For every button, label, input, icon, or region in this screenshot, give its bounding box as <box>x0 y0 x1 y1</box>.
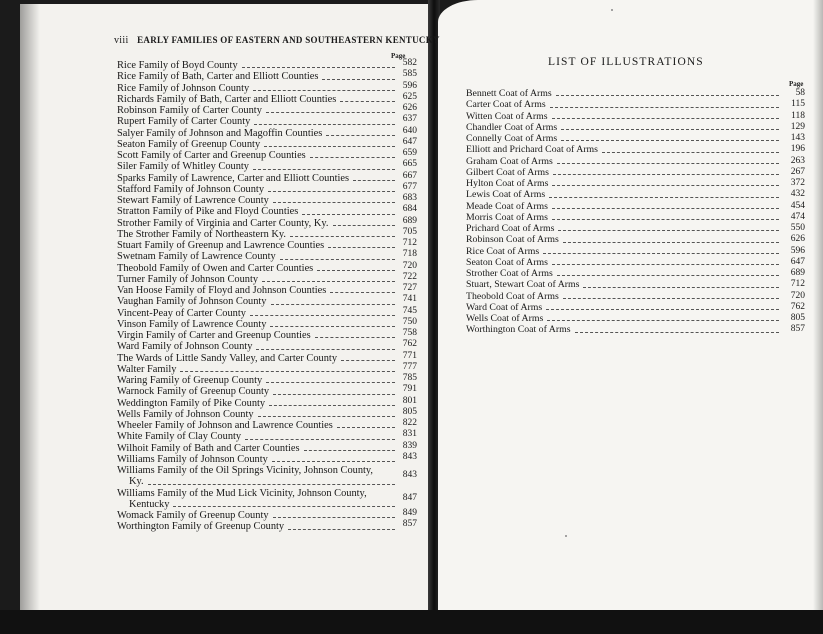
scan-bottom-border <box>0 610 823 634</box>
entry-page-number: 741 <box>402 294 417 305</box>
dot-leader <box>552 219 779 220</box>
dot-leader <box>558 230 779 231</box>
entry-page-number: 785 <box>402 373 417 383</box>
entry-page-number: 640 <box>402 125 417 136</box>
dot-leader <box>341 360 395 361</box>
entry-page-number: 454 <box>790 200 805 211</box>
dot-leader <box>549 197 779 198</box>
entry-page-number: 849 <box>402 508 417 518</box>
entry-title: Morris Coat of Arms <box>466 211 548 223</box>
entry-title: Rice Coat of Arms <box>466 245 540 257</box>
entry-page-number: 822 <box>402 418 417 428</box>
entry-page-number: 267 <box>790 166 805 177</box>
entry-title: Waring Family of Greenup County <box>117 375 263 386</box>
contents-entry <box>117 116 417 127</box>
illustration-entry <box>466 122 805 133</box>
dot-leader <box>353 180 395 181</box>
entry-page-number: 857 <box>790 324 805 335</box>
illustrations-list <box>466 88 805 336</box>
entry-title: Williams Family of the Oil Springs Vicinity, Johnson County, <box>117 465 374 476</box>
dot-leader <box>264 146 395 147</box>
contents-entry <box>117 240 417 251</box>
illustration-entry <box>466 178 805 189</box>
contents-list <box>117 60 417 533</box>
running-head-title: EARLY FAMILIES OF EASTERN AND SOUTHEASTERN KENTUCKY <box>137 35 440 45</box>
dot-leader <box>322 79 395 80</box>
entry-title: Theobold Coat of Arms <box>466 290 559 302</box>
entry-title: Scott Family of Carter and Greenup Counties <box>117 150 306 161</box>
contents-entry <box>117 341 417 352</box>
dot-leader <box>173 506 395 507</box>
contents-entry <box>117 150 417 161</box>
dot-leader <box>180 371 395 372</box>
entry-title: Carter Coat of Arms <box>466 99 546 111</box>
entry-page-number: 625 <box>402 91 417 102</box>
entry-page-number: 801 <box>402 395 417 406</box>
entry-title: Graham Coat of Arms <box>466 155 553 167</box>
entry-title: The Strother Family of Northeastern Ky. <box>117 228 286 240</box>
dot-leader <box>546 309 779 310</box>
entry-page-number: 58 <box>795 88 805 98</box>
entry-page-number: 689 <box>402 215 417 226</box>
entry-page-number: 831 <box>402 429 417 440</box>
entry-page-number: 762 <box>790 301 805 312</box>
right-page-edge-shadow <box>813 0 823 610</box>
entry-page-number: 659 <box>402 148 417 158</box>
entry-title: Virgin Family of Carter and Greenup Counties <box>117 330 311 341</box>
entry-title: Womack Family of Greenup County <box>117 510 269 521</box>
contents-entry <box>117 136 417 150</box>
dot-leader <box>253 169 395 170</box>
entry-page-number: 683 <box>402 193 417 203</box>
dot-leader <box>583 287 779 288</box>
entry-page-number: 432 <box>790 189 805 200</box>
entry-title: Swetnam Family of Lawrence County <box>117 251 276 263</box>
paper-speck <box>611 9 613 11</box>
dot-leader <box>561 129 779 130</box>
contents-entry <box>117 285 417 296</box>
dot-leader <box>547 320 779 321</box>
entry-title: Rupert Family of Carter County <box>117 116 251 128</box>
contents-entry <box>117 350 417 364</box>
illustration-entry <box>466 246 805 257</box>
dot-leader <box>242 67 395 68</box>
entry-title: Vinson Family of Lawrence County <box>117 318 267 330</box>
entry-title: Salyer Family of Johnson and Magoffin Counties <box>117 127 323 139</box>
dot-leader <box>543 253 779 254</box>
dot-leader <box>328 247 395 248</box>
entry-page-number: 647 <box>790 256 805 267</box>
entry-title: Rice Family of Bath, Carter and Elliott Counties <box>117 71 319 83</box>
illustration-entry <box>466 291 805 302</box>
entry-page-number: 771 <box>402 350 417 361</box>
entry-title: Robinson Coat of Arms <box>466 234 559 246</box>
entry-title: Theobold Family of Owen and Carter Counties <box>117 262 314 274</box>
entry-title: Hylton Coat of Arms <box>466 178 549 189</box>
entry-title: Richards Family of Bath, Carter and Elliott Counties <box>117 93 337 105</box>
dot-leader <box>269 405 395 406</box>
contents-entry <box>117 510 417 521</box>
entry-title: Strother Family of Virginia and Carter County, Ky. <box>117 217 329 229</box>
entry-page-number: 843 <box>402 451 417 462</box>
entry-page-number: 805 <box>402 406 417 417</box>
dot-leader <box>290 236 395 237</box>
illustration-entry <box>466 88 805 99</box>
entry-title: Worthington Coat of Arms <box>466 324 571 336</box>
entry-page-number: 626 <box>402 103 417 113</box>
dot-leader <box>552 185 779 186</box>
entry-title: Seaton Coat of Arms <box>466 256 548 268</box>
entry-title: Vincent-Peay of Carter County <box>117 307 246 319</box>
entry-title: Weddington Family of Pike County <box>117 397 266 409</box>
entry-title: Witten Coat of Arms <box>466 110 548 122</box>
entry-page-number: 839 <box>402 440 417 451</box>
illustration-entry <box>466 99 805 110</box>
illustration-entry <box>466 279 805 290</box>
entry-title: Connelly Coat of Arms <box>466 133 558 144</box>
entry-title: Stafford Family of Johnson County <box>117 183 265 195</box>
entry-title: Ward Family of Johnson County <box>117 341 253 353</box>
entry-title: Chandler Coat of Arms <box>466 121 558 133</box>
entry-page-number: 758 <box>402 328 417 338</box>
entry-page-number: 720 <box>790 290 805 301</box>
dot-leader <box>552 208 779 209</box>
entry-page-number: 665 <box>402 159 417 170</box>
dot-leader <box>310 157 395 158</box>
entry-page-number: 596 <box>790 245 805 256</box>
entry-page-number: 263 <box>790 155 805 166</box>
illustration-entry <box>466 156 805 167</box>
entry-title: Worthington Family of Greenup County <box>117 521 285 533</box>
dot-leader <box>266 112 395 113</box>
dot-leader <box>326 135 395 136</box>
dot-leader <box>575 332 779 333</box>
contents-entry <box>117 181 417 195</box>
illustration-entry <box>466 302 805 313</box>
contents-entry <box>117 431 417 442</box>
contents-entry <box>117 361 417 375</box>
dot-leader <box>550 107 779 108</box>
entry-page-number: 626 <box>790 234 805 245</box>
entry-page-number: 722 <box>402 271 417 282</box>
entry-page-number: 847 <box>402 492 417 503</box>
dot-leader <box>273 202 395 203</box>
dot-leader <box>256 349 395 350</box>
entry-page-number: 857 <box>402 519 417 530</box>
entry-page-number: 115 <box>791 99 805 110</box>
contents-entry <box>117 488 417 511</box>
entry-title: Wheeler Family of Johnson and Lawrence Counties <box>117 420 333 431</box>
dot-leader <box>333 225 396 226</box>
contents-entry <box>117 91 417 105</box>
contents-entry <box>117 170 417 184</box>
entry-title-continued: Ky. <box>129 476 144 488</box>
dot-leader <box>337 427 395 428</box>
entry-page-number: 143 <box>790 133 805 143</box>
dot-leader <box>340 101 395 102</box>
entry-title: Sparks Family of Lawrence, Carter and Elliott Counties <box>117 172 350 184</box>
entry-page-number: 805 <box>790 313 805 323</box>
dot-leader <box>557 163 779 164</box>
entry-title: Lewis Coat of Arms <box>466 189 546 201</box>
entry-title: Turner Family of Johnson County <box>117 273 259 285</box>
illustration-entry <box>466 313 805 324</box>
entry-title: Stratton Family of Pike and Floyd Counties <box>117 206 299 218</box>
illustration-entry <box>466 144 805 155</box>
dot-leader <box>561 140 779 141</box>
contents-entry <box>117 226 417 240</box>
contents-entry <box>117 260 417 274</box>
contents-entry <box>117 125 417 139</box>
entry-title-continued: Kentucky <box>129 498 170 510</box>
contents-entry <box>117 406 417 420</box>
dot-leader <box>563 298 779 299</box>
paper-speck <box>565 535 567 537</box>
entry-page-number: 727 <box>402 283 417 293</box>
contents-entry <box>117 330 417 341</box>
entry-title: Williams Family of Johnson County <box>117 453 268 465</box>
dot-leader <box>563 242 779 243</box>
illustration-entry <box>466 268 805 279</box>
left-page-edge-shadow <box>20 4 40 610</box>
entry-page-number: 129 <box>790 121 805 132</box>
illustration-entry <box>466 223 805 234</box>
dot-leader <box>315 337 395 338</box>
dot-leader <box>553 174 779 175</box>
dot-leader <box>250 315 395 316</box>
contents-entry <box>117 105 417 116</box>
entry-title: The Wards of Little Sandy Valley, and Carter County <box>117 352 338 364</box>
entry-page-number: 582 <box>402 58 417 68</box>
page-column-label-right: Page <box>789 80 804 88</box>
entry-page-number: 750 <box>402 316 417 327</box>
entry-title: Williams Family of the Mud Lick Vicinity, Johnson County, <box>117 487 367 499</box>
entry-page-number: 550 <box>790 223 805 233</box>
entry-page-number: 689 <box>790 268 805 278</box>
entry-page-number: 712 <box>790 279 805 290</box>
dot-leader <box>266 382 395 383</box>
contents-entry <box>117 251 417 262</box>
entry-page-number: 718 <box>402 249 417 260</box>
entry-title: Stuart, Stewart Coat of Arms <box>466 279 580 291</box>
entry-page-number: 196 <box>790 144 805 155</box>
entry-page-number: 474 <box>790 211 805 222</box>
dot-leader <box>304 450 395 451</box>
contents-entry <box>117 375 417 386</box>
illustration-entry <box>466 234 805 245</box>
entry-page-number: 791 <box>402 384 417 395</box>
contents-entry <box>117 215 417 229</box>
contents-entry <box>117 206 417 217</box>
illustration-entry <box>466 167 805 178</box>
contents-entry <box>117 316 417 330</box>
entry-title: Walter Family <box>117 363 177 375</box>
entry-page-number: 637 <box>402 114 417 125</box>
dot-leader <box>302 214 395 215</box>
dot-leader <box>271 304 395 305</box>
dot-leader <box>254 124 395 125</box>
illustration-entry <box>466 257 805 268</box>
contents-entry <box>117 420 417 431</box>
entry-title: Seaton Family of Greenup County <box>117 138 261 150</box>
dot-leader <box>317 270 395 271</box>
entry-title: Stuart Family of Greenup and Lawrence Counties <box>117 240 325 251</box>
dot-leader <box>272 461 395 462</box>
entry-page-number: 745 <box>402 305 417 316</box>
dot-leader <box>330 292 395 293</box>
entry-title: Siler Family of Whitley County <box>117 161 249 173</box>
entry-title: White Family of Clay County <box>117 431 242 443</box>
entry-title: Rice Family of Johnson County <box>117 82 250 94</box>
entry-page-number: 647 <box>402 136 417 147</box>
entry-page-number: 118 <box>791 110 805 121</box>
dot-leader <box>258 416 395 417</box>
dot-leader <box>280 259 395 260</box>
contents-entry <box>117 465 417 488</box>
contents-entry <box>117 386 417 397</box>
entry-page-number: 684 <box>402 204 417 215</box>
dot-leader <box>557 275 779 276</box>
dot-leader <box>253 90 395 91</box>
illustration-entry <box>466 212 805 223</box>
entry-title: Elliott and Prichard Coat of Arms <box>466 144 598 156</box>
illustrations-heading: LIST OF ILLUSTRATIONS <box>548 56 704 68</box>
entry-title: Gilbert Coat of Arms <box>466 166 549 178</box>
dot-leader <box>262 281 395 282</box>
entry-page-number: 712 <box>402 238 417 248</box>
dot-leader <box>245 439 395 440</box>
entry-title: Bennett Coat of Arms <box>466 88 552 99</box>
illustration-entry <box>466 189 805 200</box>
contents-entry <box>117 195 417 206</box>
dot-leader <box>273 517 395 518</box>
page-folio: viii <box>114 35 129 46</box>
running-head <box>114 35 440 46</box>
illustration-entry <box>466 111 805 122</box>
entry-page-number: 677 <box>402 181 417 192</box>
page-column-label-left: Page <box>391 52 406 60</box>
entry-page-number: 843 <box>402 470 417 481</box>
entry-title: Van Hoose Family of Floyd and Johnson Counties <box>117 285 327 296</box>
entry-title: Rice Family of Boyd County <box>117 60 238 71</box>
entry-title: Robinson Family of Carter County <box>117 105 262 116</box>
illustration-entry <box>466 201 805 212</box>
dot-leader <box>552 118 779 119</box>
entry-page-number: 777 <box>402 361 417 372</box>
contents-entry <box>117 71 417 82</box>
contents-entry <box>117 440 417 454</box>
entry-page-number: 667 <box>402 170 417 181</box>
contents-entry <box>117 305 417 319</box>
entry-title: Ward Coat of Arms <box>466 301 543 313</box>
contents-entry <box>117 395 417 409</box>
dot-leader <box>270 326 395 327</box>
entry-page-number: 372 <box>790 178 805 188</box>
dot-leader <box>552 264 779 265</box>
dot-leader <box>148 484 395 485</box>
entry-title: Strother Coat of Arms <box>466 268 553 279</box>
illustration-entry <box>466 133 805 144</box>
entry-title: Meade Coat of Arms <box>466 200 548 212</box>
dot-leader <box>273 394 395 395</box>
contents-entry <box>117 60 417 71</box>
illustration-entry <box>466 324 805 335</box>
entry-page-number: 596 <box>402 80 417 91</box>
dot-leader <box>556 95 779 96</box>
entry-page-number: 705 <box>402 226 417 237</box>
dot-leader <box>288 529 395 530</box>
entry-page-number: 585 <box>402 69 417 80</box>
dot-leader <box>602 152 779 153</box>
entry-title: Wilhoit Family of Bath and Carter Counties <box>117 442 300 454</box>
entry-page-number: 762 <box>402 339 417 350</box>
contents-entry <box>117 451 417 465</box>
contents-entry <box>117 271 417 285</box>
contents-entry <box>117 161 417 172</box>
dot-leader <box>268 191 395 192</box>
entry-title: Wells Family of Johnson County <box>117 408 254 420</box>
entry-page-number: 720 <box>402 260 417 271</box>
contents-entry <box>117 521 417 532</box>
entry-title: Warnock Family of Greenup County <box>117 386 270 398</box>
entry-title: Wells Coat of Arms <box>466 313 544 324</box>
entry-title: Stewart Family of Lawrence County <box>117 195 269 206</box>
contents-entry <box>117 296 417 307</box>
entry-title: Vaughan Family of Johnson County <box>117 296 267 308</box>
entry-title: Prichard Coat of Arms <box>466 223 555 234</box>
contents-entry <box>117 80 417 94</box>
